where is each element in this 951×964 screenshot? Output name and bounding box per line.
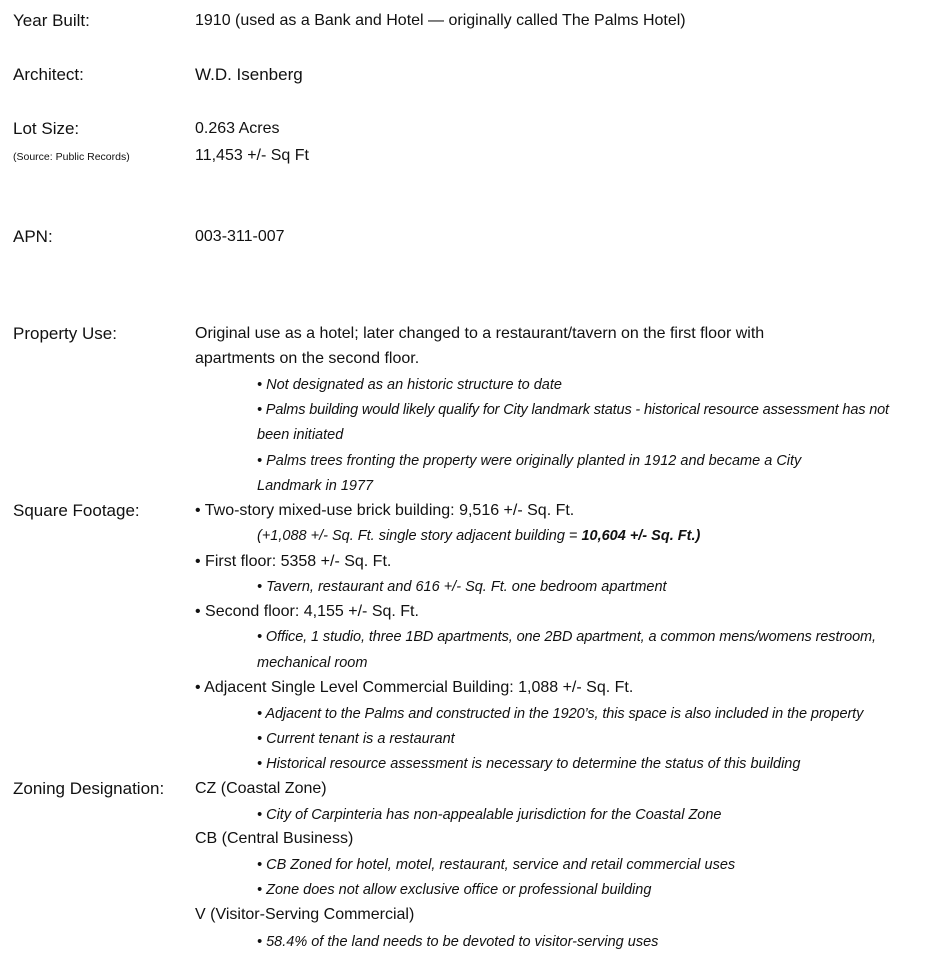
property-use-line-1: Original use as a hotel; later changed to a restaurant/tavern on the first floor with — [195, 325, 765, 342]
zoning-label: Zoning Designation: — [13, 779, 165, 798]
property-use-note: • Palms trees fronting the property were originally planted in 1912 and became a City — [257, 453, 802, 469]
property-use-note: Landmark in 1977 — [257, 478, 374, 494]
zoning-cb-note: • CB Zoned for hotel, motel, restaurant, service and retail commercial uses — [257, 857, 736, 873]
square-footage-label: Square Footage: — [13, 501, 140, 520]
lot-size-sqft: 11,453 +/- Sq Ft — [195, 147, 309, 164]
adjacent-building-item: • Adjacent Single Level Commercial Building: 1,088 +/- Sq. Ft. — [195, 679, 634, 696]
main-building-item: • Two-story mixed-use brick building: 9,516 +/- Sq. Ft. — [195, 502, 575, 519]
zoning-cz-note: • City of Carpinteria has non-appealable jurisdiction for the Coastal Zone — [257, 807, 722, 823]
second-floor-note: • Office, 1 studio, three 1BD apartments, one 2BD apartment, a common mens/womens restroom, — [257, 629, 876, 645]
lot-size-acres: 0.263 Acres — [195, 120, 280, 137]
second-floor-item: • Second floor: 4,155 +/- Sq. Ft. — [195, 603, 419, 620]
adjacent-total-note-prefix: (+1,088 +/- Sq. Ft. single story adjacent building = — [257, 528, 582, 544]
zoning-cb-note: • Zone does not allow exclusive office or professional building — [257, 882, 652, 898]
apn-value: 003-311-007 — [195, 228, 285, 245]
architect-label: Architect: — [13, 65, 84, 84]
architect-value: W.D. Isenberg — [195, 65, 303, 84]
property-use-note: • Not designated as an historic structure to date — [257, 377, 562, 393]
property-use-label: Property Use: — [13, 324, 117, 343]
zoning-v: V (Visitor-Serving Commercial) — [195, 906, 415, 923]
second-floor-note: mechanical room — [257, 655, 368, 671]
zoning-v-note: • 58.4% of the land needs to be devoted to visitor-serving uses — [257, 934, 659, 950]
first-floor-note: • Tavern, restaurant and 616 +/- Sq. Ft. one bedroom apartment — [257, 579, 667, 595]
property-use-note: • Palms building would likely qualify for City landmark status - historical resource assessment has not — [257, 402, 889, 418]
adjacent-total-note-total: 10,604 +/- Sq. Ft.) — [581, 528, 701, 544]
zoning-cb: CB (Central Business) — [195, 830, 354, 847]
year-built-label: Year Built: — [13, 11, 90, 30]
first-floor-item: • First floor: 5358 +/- Sq. Ft. — [195, 553, 392, 570]
adjacent-building-note: • Current tenant is a restaurant — [257, 731, 455, 747]
adjacent-total-note — [257, 529, 700, 544]
adjacent-building-note: • Adjacent to the Palms and constructed in the 1920’s, this space is also included in the property — [257, 706, 864, 722]
year-built-value: 1910 (used as a Bank and Hotel — originally called The Palms Hotel) — [195, 12, 686, 29]
adjacent-building-note: • Historical resource assessment is necessary to determine the status of this building — [257, 756, 801, 772]
zoning-cz: CZ (Coastal Zone) — [195, 780, 327, 797]
lot-size-label: Lot Size: — [13, 119, 80, 138]
lot-size-source: (Source: Public Records) — [13, 151, 130, 163]
property-use-note: been initiated — [257, 427, 344, 443]
apn-label: APN: — [13, 227, 53, 246]
property-use-line-2: apartments on the second floor. — [195, 350, 420, 367]
